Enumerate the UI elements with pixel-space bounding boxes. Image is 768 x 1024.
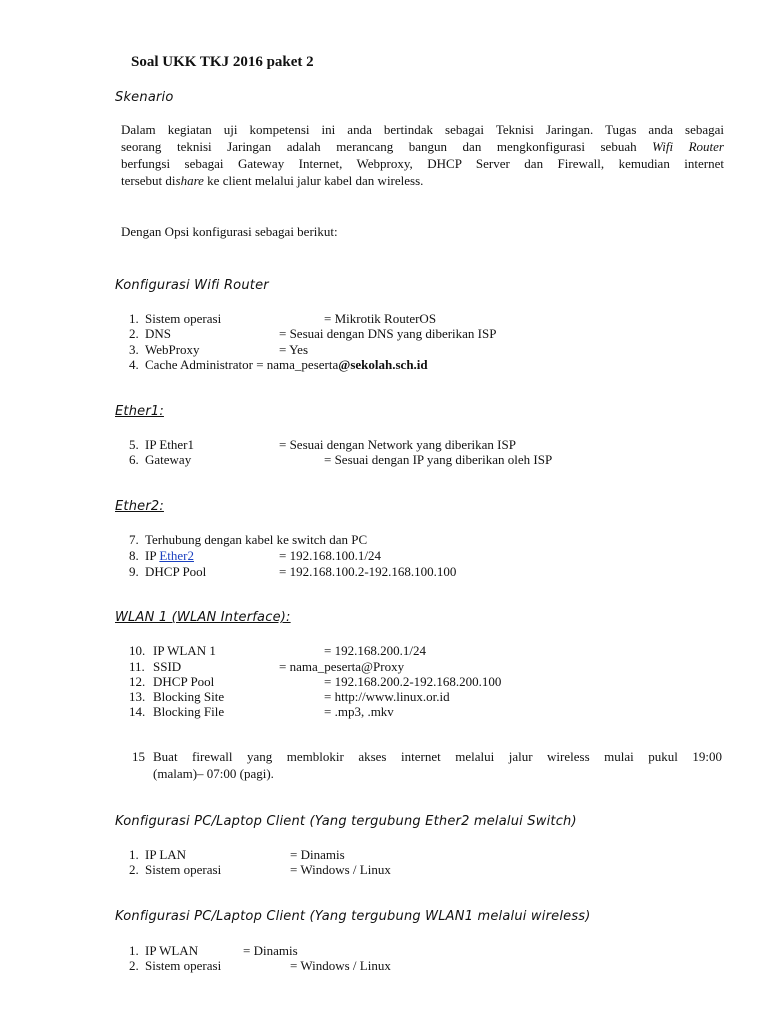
wifi-router-heading: Konfigurasi Wifi Router: [115, 278, 269, 293]
list-item-label: Gateway: [145, 452, 192, 467]
list-item: 2.: [129, 326, 139, 341]
list-item-label: DHCP Pool: [145, 564, 207, 579]
list-item-value: = Yes: [279, 342, 309, 357]
list-item-label: Blocking Site: [153, 689, 225, 704]
list-item-value: = Windows / Linux: [290, 958, 391, 973]
ether1-heading: Ether1:: [115, 404, 164, 419]
ether2-link[interactable]: Ether2: [159, 548, 194, 563]
intro-line-2: seorang teknisi Jaringan adalah merancang bangun dan mengkonfigurasi sebuah Wifi Router: [121, 139, 724, 154]
list-item-label: Blocking File: [153, 704, 225, 719]
intro-line-3: berfungsi sebagai Gateway Internet, Webproxy, DHCP Server dan Firewall, kemudian internet: [121, 156, 724, 171]
list-item-value: = Mikrotik RouterOS: [324, 311, 437, 326]
list-item: 1.: [129, 943, 139, 958]
list-item-label: IP Ether1: [145, 437, 194, 452]
item-15-number: 15: [132, 749, 145, 764]
list-item-value: = 192.168.100.2-192.168.100.100: [279, 564, 457, 579]
list-item-value: = 192.168.200.1/24: [324, 643, 426, 658]
list-item: 10.: [129, 643, 146, 658]
list-item-value: = Windows / Linux: [290, 862, 391, 877]
list-item: 14.: [129, 704, 146, 719]
list-item: 1.: [129, 311, 139, 326]
item-15-text: [153, 748, 722, 782]
list-item-label: WebProxy: [145, 342, 200, 357]
email-domain: @sekolah.sch.id: [338, 357, 428, 372]
list-item-value: = Dinamis: [290, 847, 345, 862]
list-item-label: DHCP Pool: [153, 674, 215, 689]
list-item: 8.: [129, 548, 139, 563]
item-15-line-1: Buat firewall yang memblokir akses internet melalui jalur wireless mulai pukul 19:00: [153, 749, 722, 764]
list-item: 11.: [129, 659, 145, 674]
item-15-line-2: (malam)– 07:00 (pagi).: [153, 766, 274, 781]
list-item: 1.: [129, 847, 139, 862]
list-item-label: Sistem operasi: [145, 311, 222, 326]
list-item-value: = Dinamis: [243, 943, 298, 958]
list-item: 9.: [129, 564, 139, 579]
list-item: 5.: [129, 437, 139, 452]
list-item-label: IP WLAN 1: [153, 643, 216, 658]
ether2-heading: Ether2:: [115, 499, 164, 514]
list-item-label: Terhubung dengan kabel ke switch dan PC: [145, 532, 368, 547]
list-item-value: = .mp3, .mkv: [324, 704, 394, 719]
list-item-value: = Sesuai dengan Network yang diberikan ISP: [279, 437, 516, 452]
list-item-label: Sistem operasi: [145, 862, 222, 877]
list-item-label: IP Ether2: [145, 548, 194, 563]
wlan1-heading: WLAN 1 (WLAN Interface):: [115, 610, 291, 625]
list-item: 7.: [129, 532, 139, 547]
opsi-text: Dengan Opsi konfigurasi sebagai berikut:: [121, 224, 338, 239]
page-title: Soal UKK TKJ 2016 paket 2: [131, 54, 314, 70]
list-item: 2.: [129, 862, 139, 877]
skenario-heading: Skenario: [115, 90, 174, 105]
list-item: 4.: [129, 357, 139, 372]
list-item-value: = Sesuai dengan IP yang diberikan oleh ISP: [324, 452, 553, 467]
list-item-value: = http://www.linux.or.id: [324, 689, 450, 704]
list-item: 6.: [129, 452, 139, 467]
list-item-value: = 192.168.200.2-192.168.200.100: [324, 674, 502, 689]
list-item-value: = nama_peserta@Proxy: [279, 659, 405, 674]
list-item-label: IP WLAN: [145, 943, 199, 958]
list-item: 3.: [129, 342, 139, 357]
intro-paragraph: [121, 121, 724, 189]
list-item: 2.: [129, 958, 139, 973]
list-item-label: IP LAN: [145, 847, 187, 862]
list-item-value: = 192.168.100.1/24: [279, 548, 381, 563]
list-item-label: Cache Administrator = nama_peserta@sekolah.sch.id: [145, 357, 428, 372]
list-item: 13.: [129, 689, 146, 704]
list-item-label: DNS: [145, 326, 172, 341]
list-item-label: SSID: [153, 659, 182, 674]
intro-line-1: Dalam kegiatan uji kompetensi ini anda bertindak sebagai Teknisi Jaringan. Tugas anda sebagai: [121, 122, 724, 137]
list-item-value: = Sesuai dengan DNS yang diberikan ISP: [279, 326, 497, 341]
client-switch-heading: Konfigurasi PC/Laptop Client (Yang tergubung Ether2 melalui Switch): [115, 814, 577, 829]
intro-line-4: tersebut dishare ke client melalui jalur kabel dan wireless.: [121, 173, 424, 188]
list-item-label: Sistem operasi: [145, 958, 222, 973]
client-wireless-heading: Konfigurasi PC/Laptop Client (Yang tergubung WLAN1 melalui wireless): [115, 909, 591, 924]
list-item: 12.: [129, 674, 146, 689]
